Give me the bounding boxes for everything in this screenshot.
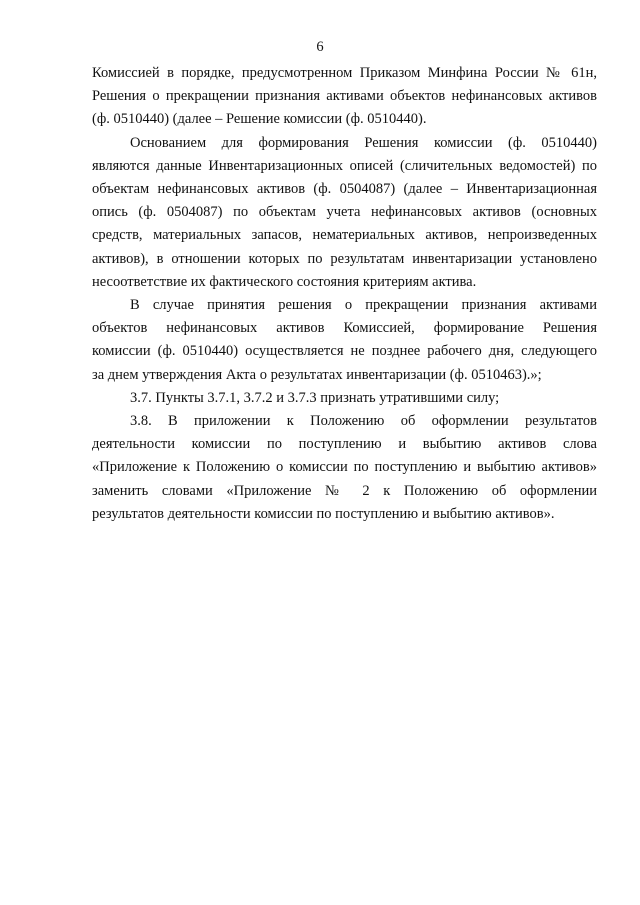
text-line: 3.8. В приложении к Положению об оформлении результатов	[130, 413, 597, 430]
text-line: средств, материальных запасов, нематериальных активов, непроизведенных	[92, 227, 597, 244]
text-line: В случае принятия решения о прекращении признания активами	[130, 297, 597, 314]
text-line: объектов нефинансовых активов Комиссией, формирование Решения	[92, 320, 597, 337]
text-line: (ф. 0510440) (далее – Решение комиссии (ф. 0510440).	[92, 111, 427, 128]
page-number: 6	[316, 39, 324, 55]
text-line: Основанием для формирования Решения комиссии (ф. 0510440)	[130, 134, 597, 151]
text-line: 3.7. Пункты 3.7.1, 3.7.2 и 3.7.3 признать утратившими силу;	[130, 389, 500, 406]
paragraph-3	[92, 294, 597, 387]
paragraph-4	[92, 387, 597, 410]
document-body	[92, 62, 597, 526]
text-line: комиссии (ф. 0510440) осуществляется не позднее рабочего дня, следующего	[92, 343, 597, 360]
text-line: деятельности комиссии по поступлению и выбытию активов слова	[92, 436, 597, 453]
text-line: объектам нефинансовых активов (ф. 0504087) (далее – Инвентаризационная	[92, 181, 597, 198]
text-line: являются данные Инвентаризационных описей (сличительных ведомостей) по	[92, 157, 597, 174]
text-line: активов), в отношении которых по результатам инвентаризации установлено	[92, 250, 597, 267]
text-line: «Приложение к Положению о комиссии по поступлению и выбытию активов»	[92, 459, 597, 476]
text-line: заменить словами «Приложение № 2 к Положению об оформлении	[92, 482, 597, 499]
text-line: за днем утверждения Акта о результатах инвентаризации (ф. 0510463).»;	[92, 366, 542, 383]
text-line: опись (ф. 0504087) по объектам учета нефинансовых активов (основных	[92, 204, 597, 221]
paragraph-1	[92, 62, 597, 132]
paragraph-5	[92, 410, 597, 526]
text-line: несоответствие их фактического состояния критериям актива.	[92, 273, 477, 290]
paragraph-2	[92, 132, 597, 294]
text-line: результатов деятельности комиссии по поступлению и выбытию активов».	[92, 505, 555, 522]
text-line: Комиссией в порядке, предусмотренном Приказом Минфина России № 61н,	[92, 65, 597, 81]
text-line: Решения о прекращении признания активами объектов нефинансовых активов	[92, 88, 597, 105]
